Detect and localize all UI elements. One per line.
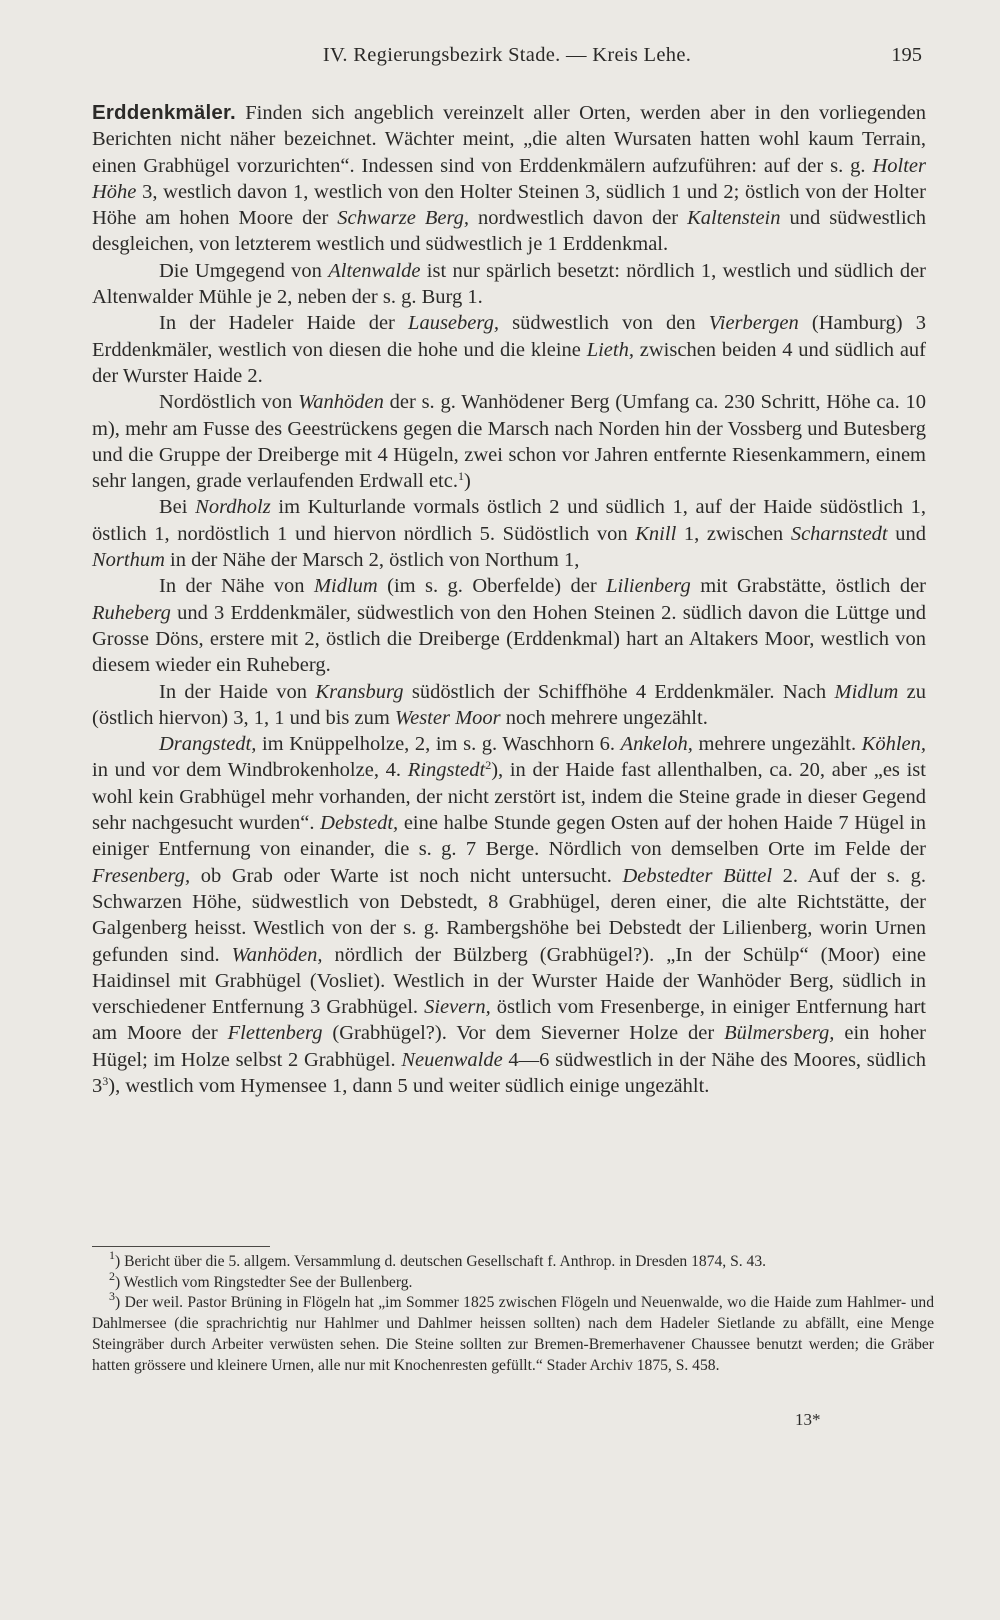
italic-run: Ringstedt	[407, 759, 486, 782]
text-run: zu (östlich hiervon) 3, 1, 1 und bis zum	[92, 680, 927, 729]
text-run: südöstlich der Schiffhöhe 4 Erddenkmäler. Nach	[403, 680, 835, 703]
text-run: ein hoher Hügel; im Holze selbst 2 Grabhügel.	[92, 1022, 926, 1071]
paragraph	[92, 310, 926, 389]
text-run: 1, zwischen	[676, 522, 791, 545]
italic-run: Neuenwalde	[401, 1048, 503, 1071]
text-run: noch mehrere ungezählt.	[500, 706, 708, 729]
text-run: und südwestlich desgleichen, von letzterem westlich und südwestlich je 1 Erddenkmal.	[92, 207, 926, 256]
text-run: mehrere ungezählt.	[692, 733, 862, 756]
text-run: Nordöstlich von	[159, 391, 299, 414]
italic-run: Schwarze Berg,	[337, 207, 470, 230]
text-run: In der Nähe von	[159, 575, 314, 598]
footnotes	[92, 1248, 934, 1376]
text-run: der s. g. Wanhödener Berg (Umfang ca. 230 Schritt, Höhe ca. 10 m), mehr am Fusse des Geestrückens gegen die Marsch nach Norden hin der Vossberg und Butesberg und die Gruppe der Dreiberge mit 4 Hügeln, zwei schon vor Jahren entfernte Riesenkammern, einem sehr langen, grade verlaufenden Erdwall etc.	[92, 391, 926, 493]
text-run: Finden sich angeblich vereinzelt aller Orten, werden aber in den vorliegenden Berichten nicht näher bezeichnet. Wächter meint, „die alten Wursaten hatten wohl kaum Terrain, einen Grabhügel vorzurichten“. Indessen sind von Erddenkmälern aufzuführen: auf der s. g.	[92, 102, 926, 177]
italic-run: Lauseberg,	[408, 312, 499, 335]
text-run: ), in der Haide fast allenthalben, ca. 20, aber „es ist wohl kein Grabhügel mehr vorhanden, der nicht zerstört ist, indem die Steine grade in dieser Gegend sehr nachgesucht wurden“.	[92, 759, 926, 835]
italic-run: Northum	[92, 549, 165, 572]
text-run: ) Westlich vom Ringstedter See der Bullenberg.	[115, 1273, 413, 1291]
text-run: eine halbe Stunde gegen Osten auf der hohen Haide 7 Hügel in einiger Entfernung von einander, die s. g. 7 Berge. Nördlich von demselben Orte im Felde der	[92, 812, 926, 861]
italic-run: Kaltenstein	[687, 207, 781, 230]
paragraph	[92, 573, 926, 678]
italic-run: Holter Höhe	[92, 154, 926, 203]
italic-run: Nordholz	[195, 496, 271, 519]
footnote-marker: 1	[457, 469, 464, 484]
italic-run: Drangstedt,	[159, 733, 257, 756]
italic-run: Debstedter Büttel	[622, 864, 773, 887]
text-run: ), westlich vom Hymensee 1, dann 5 und weiter südlich einige ungezählt.	[108, 1074, 710, 1097]
text-run: In der Haide von	[159, 680, 316, 703]
text-run: 4—6 südwestlich in der Nähe des Moores, südlich 3	[92, 1048, 927, 1097]
section-heading: Erddenkmäler.	[92, 101, 236, 124]
italic-run: Ankeloh,	[620, 733, 693, 756]
footnote	[92, 1268, 934, 1294]
italic-run: Altenwalde	[328, 259, 421, 282]
footnote-marker: 3	[102, 1073, 109, 1088]
text-run: ist nur spärlich besetzt: nördlich 1, westlich und südlich der Altenwalder Mühle je 2, neben der s. g. Burg 1.	[92, 259, 926, 309]
paragraph	[92, 731, 926, 1099]
italic-run: Midlum	[313, 575, 378, 598]
text-run: In der Hadeler Haide der	[159, 312, 409, 335]
italic-run: Wanhöden	[298, 391, 384, 414]
text-run: in und vor dem Windbrokenholze, 4.	[92, 759, 408, 782]
text-run: zwischen beiden 4 und südlich auf der Wurster Haide 2.	[92, 338, 927, 387]
text-run: 3, westlich davon 1, westlich von den Holter Steinen 3, südlich 1 und 2; östlich von der Holter Höhe am hohen Moore der	[92, 180, 926, 230]
footnote-marker: 3	[109, 1289, 115, 1304]
paragraph	[92, 494, 926, 573]
printer-signature: 13*	[795, 1410, 821, 1429]
page-number: 195	[891, 44, 922, 66]
italic-run: Kransburg	[315, 680, 404, 703]
text-run: Bei	[159, 496, 196, 519]
italic-run: Flettenberg	[227, 1022, 323, 1045]
italic-run: Midlum	[834, 680, 899, 703]
paragraph	[92, 679, 926, 732]
text-run: (Hamburg) 3 Erddenkmäler, westlich von diesen die hohe und die kleine	[92, 312, 926, 361]
footnote	[92, 1289, 934, 1376]
running-header	[92, 44, 922, 76]
text-run: südwestlich von den	[498, 312, 709, 335]
italic-run: Vierbergen	[708, 312, 799, 335]
italic-run: Köhlen,	[861, 733, 927, 756]
paragraph	[92, 258, 926, 311]
text-run: ) Der weil. Pastor Brüning in Flögeln hat „im Sommer 1825 zwischen Flögeln und Neuenwalde, wo die Haide zum Hahlmer- und Dahlmersee (die sprachrichtig nur Hahlmer und Dahlmer heissen sollten) nach dem Hadeler Sietlande zu abfällt, eine Menge Steingräber durch Arbeiter verwüsten sehen. Die Steine sollten zur Bremen-Bremerhavener Chaussee benutzt werden; die Gräber hatten grössere und kleinere Urnen, alle nur mit Knochenresten gefüllt.“ Stader Archiv 1875, S. 458.	[92, 1294, 934, 1374]
footnote-marker: 2	[485, 758, 492, 773]
text-run: im Knüppelholze, 2, im s. g. Waschhorn 6.	[256, 733, 621, 756]
paragraph	[92, 389, 926, 494]
footnote-rule	[92, 1246, 270, 1247]
text-run: 2. Auf der s. g. Schwarzen Höhe, südwestlich von Debstedt, 8 Grabhügel, deren einer, die alte Richtstätte, der Galgenberg heisst. Westlich von der s. g. Rambergshöhe bei Debstedt der Lilienberg, worin Urnen gefunden sind.	[92, 864, 926, 966]
text-run: östlich vom Fresenberge, in einiger Entfernung hart am Moore der	[92, 996, 926, 1045]
footnote	[92, 1248, 934, 1273]
text-run: (Grabhügel?). Vor dem Sieverner Holze der	[322, 1022, 725, 1045]
italic-run: Fresenberg,	[92, 864, 191, 887]
text-run: (im s. g. Oberfelde) der	[377, 575, 607, 598]
italic-run: Lieth,	[586, 338, 634, 361]
italic-run: Wester Moor	[394, 706, 501, 729]
text-run: ) Bericht über die 5. allgem. Versammlung d. deutschen Gesellschaft f. Anthrop. in Dresden 1874, S. 43.	[115, 1253, 767, 1270]
text-run: in der Nähe der Marsch 2, östlich von Northum 1,	[164, 549, 580, 572]
text-run: im Kulturlande vormals östlich 2 und südlich 1, auf der Haide südöstlich 1, östlich 1, nordöstlich 1 und hiervon nördlich 5. Südöstlich von	[92, 496, 926, 545]
text-run: nordwestlich davon der	[469, 207, 688, 230]
text-run: und	[887, 522, 927, 545]
italic-run: Debstedt,	[320, 812, 399, 835]
italic-run: Wanhöden,	[231, 943, 323, 966]
italic-run: Lilienberg	[606, 575, 691, 598]
footnote-marker: 1	[109, 1248, 115, 1262]
text-run: und 3 Erddenkmäler, südwestlich von den Hohen Steinen 2. südlich davon die Lüttge und Grosse Döns, erstere mit 2, östlich die Dreiberge (Erddenkmal) hart an Altakers Moor, westlich von diesem wieder ein Ruheberg.	[92, 601, 926, 677]
italic-run: Scharnstedt	[790, 522, 888, 545]
text-run: mit Grabstätte, östlich der	[690, 575, 926, 598]
italic-run: Ruheberg	[92, 601, 171, 624]
italic-run: Bülmersberg,	[724, 1022, 835, 1045]
main-text	[92, 100, 926, 1099]
running-title: IV. Regierungsbezirk Stade. — Kreis Lehe.	[322, 44, 692, 66]
text-run: )	[463, 470, 471, 493]
footnote-marker: 2	[109, 1268, 115, 1283]
text-run: nördlich der Bülzberg (Grabhügel?). „In der Schülp“ (Moor) eine Haidinsel mit Grabhügel (Vosliet). Westlich in der Wurster Haide der Wanhöder Berg, südlich in verschiedener Entfernung 3 Grabhügel.	[92, 943, 926, 1019]
text-run: Die Umgegend von	[159, 259, 329, 282]
italic-run: Knill	[635, 522, 677, 545]
italic-run: Sievern,	[424, 996, 491, 1019]
paragraph	[92, 100, 926, 258]
text-run: ob Grab oder Warte ist noch nicht untersucht.	[190, 864, 623, 887]
